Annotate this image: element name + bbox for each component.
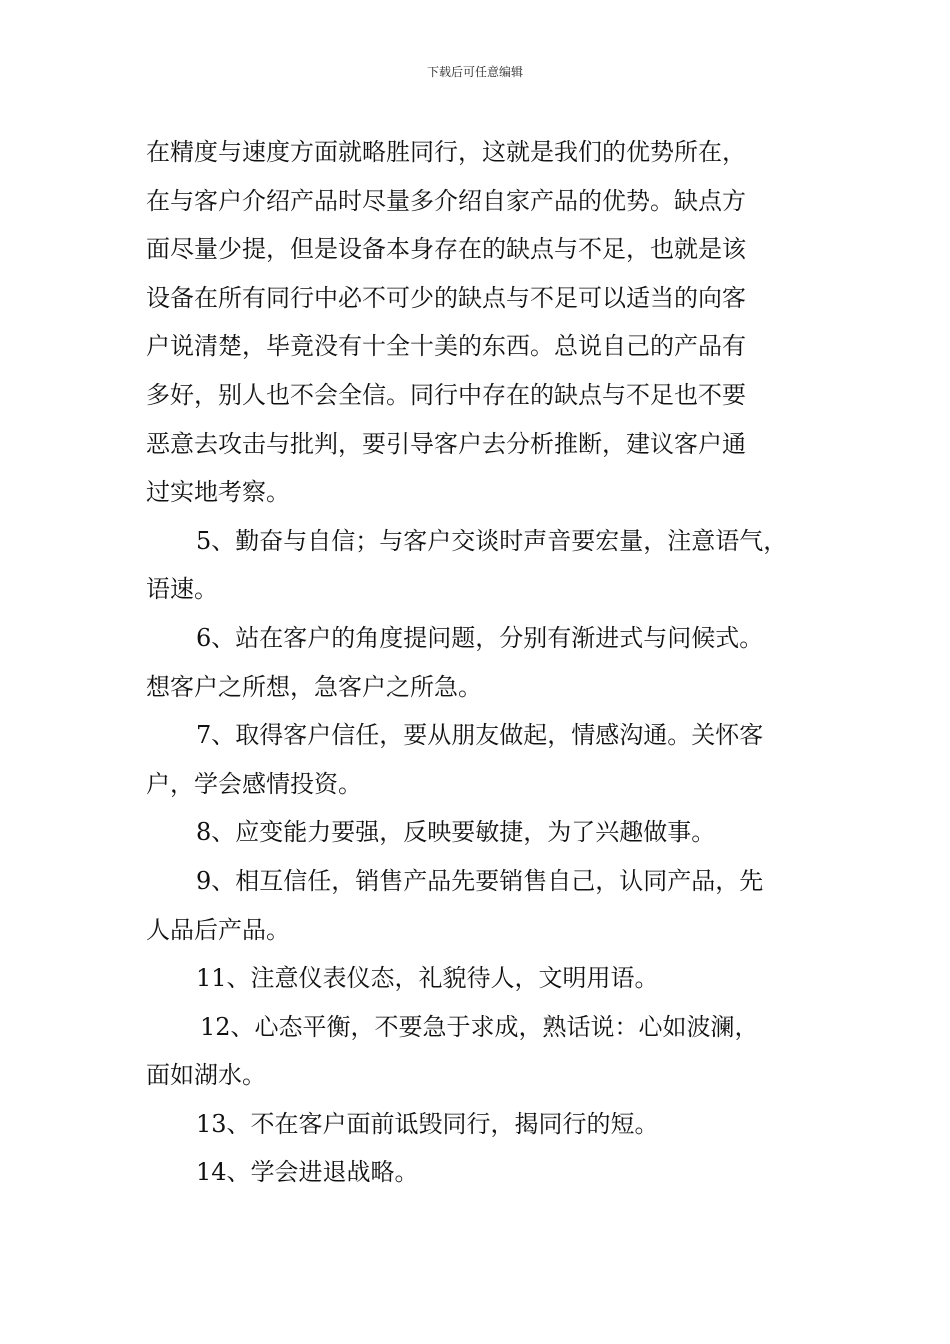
text-line: 想客户之所想，急客户之所急。 <box>146 672 482 701</box>
paragraph-item-9 <box>146 857 826 954</box>
paragraph-item-11 <box>146 954 826 1003</box>
paragraph <box>146 128 826 517</box>
text-line: 多好，别人也不会全信。同行中存在的缺点与不足也不要 <box>146 380 746 409</box>
paragraph-item-12 <box>146 1003 826 1100</box>
paragraph-item-8 <box>146 808 826 857</box>
document-body <box>146 128 826 1197</box>
text-line: 设备在所有同行中必不可少的缺点与不足可以适当的向客 <box>146 283 746 312</box>
text-line: 在与客户介绍产品时尽量多介绍自家产品的优势。缺点方 <box>146 186 746 215</box>
text-line: 在精度与速度方面就略胜同行，这就是我们的优势所在， <box>146 138 746 166</box>
paragraph-item-13 <box>146 1100 826 1149</box>
paragraph-item-6 <box>146 614 826 711</box>
text-line: 语速。 <box>146 575 218 604</box>
text-line: 8、应变能力要强，反映要敏捷，为了兴趣做事。 <box>196 818 716 847</box>
paragraph-item-5 <box>146 517 826 614</box>
text-line: 11、注意仪表仪态，礼貌待人，文明用语。 <box>196 964 659 993</box>
text-line: 恶意去攻击与批判，要引导客户去分析推断，建议客户通 <box>146 429 746 458</box>
text-line: 12、心态平衡，不要急于求成，熟话说：心如波澜， <box>200 1012 759 1041</box>
page-header: 下载后可任意编辑 <box>426 65 523 79</box>
paragraph-item-7 <box>146 711 826 808</box>
text-line: 14、学会进退战略。 <box>196 1158 419 1187</box>
text-line: 7、取得客户信任，要从朋友做起，情感沟通。关怀客 <box>196 721 764 750</box>
text-line: 6、站在客户的角度提问题，分别有渐进式与问候式。 <box>196 623 764 652</box>
text-line: 户，学会感情投资。 <box>146 769 362 798</box>
text-line: 户说清楚，毕竟没有十全十美的东西。总说自己的产品有 <box>146 332 746 361</box>
text-line: 过实地考察。 <box>146 478 290 507</box>
text-line: 面如湖水。 <box>146 1061 266 1090</box>
text-line: 面尽量少提，但是设备本身存在的缺点与不足，也就是该 <box>146 235 746 264</box>
text-line: 9、相互信任，销售产品先要销售自己，认同产品，先 <box>196 866 764 895</box>
text-line: 人品后产品。 <box>146 915 290 944</box>
text-line: 13、不在客户面前诋毁同行，揭同行的短。 <box>196 1109 659 1138</box>
paragraph-item-14 <box>146 1148 826 1197</box>
text-line: 5、勤奋与自信；与客户交谈时声音要宏量，注意语气， <box>196 526 788 555</box>
